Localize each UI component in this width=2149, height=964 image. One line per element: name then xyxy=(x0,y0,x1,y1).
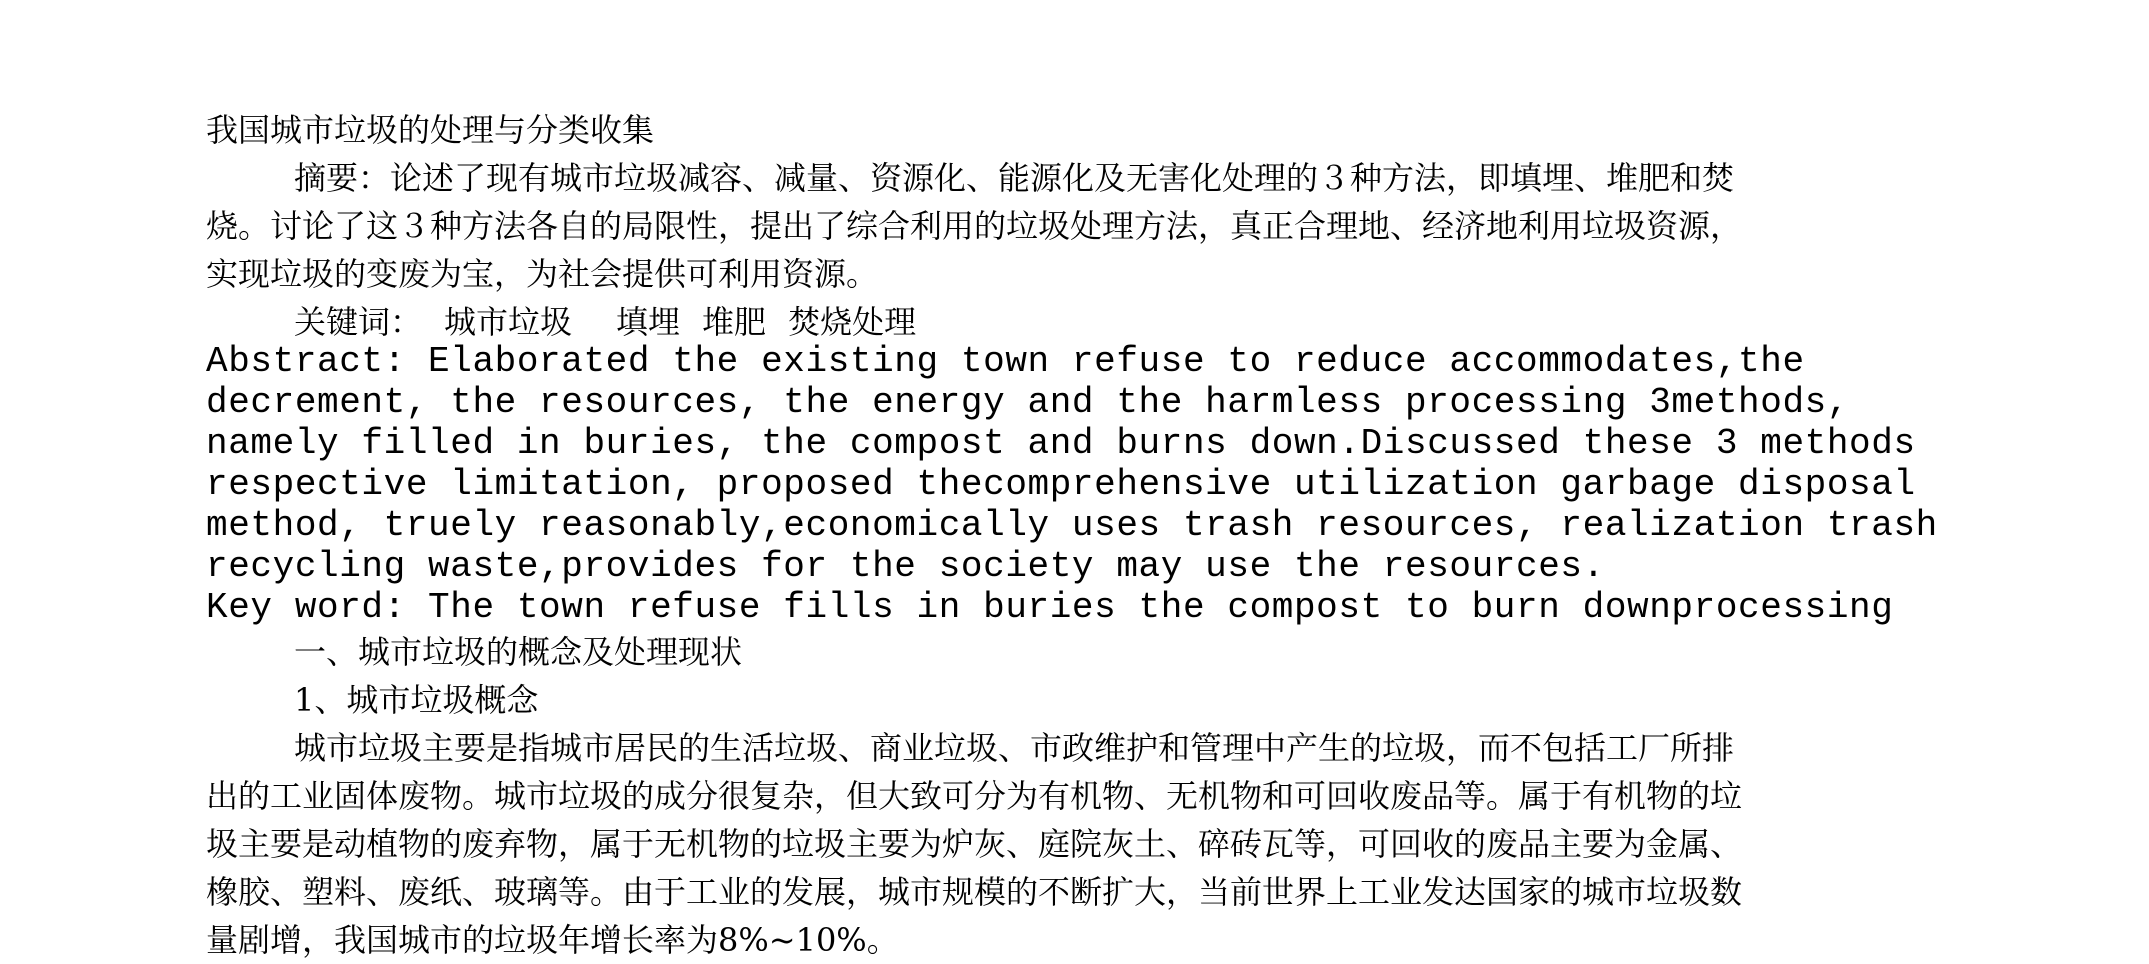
abstract-en-line: respective limitation, proposed thecomprehensive utilization garbage disposal xyxy=(206,464,1916,505)
keywords-cn-label: 关键词： xyxy=(294,303,423,341)
body-paragraph-line: 圾主要是动植物的废弃物，属于无机物的垃圾主要为炉灰、庭院灰土、碎砖瓦等，可回收的废品主要为金属、 xyxy=(206,825,1743,863)
document-title: 我国城市垃圾的处理与分类收集 xyxy=(206,111,655,149)
keyword-item: 堆肥 xyxy=(702,303,767,341)
abstract-en-line: recycling waste,provides for the society may use the resources. xyxy=(206,546,1605,587)
keyword-item: 焚烧处理 xyxy=(788,303,917,341)
abstract-en-line: method, truely reasonably,economically uses trash resources, realization trash xyxy=(206,505,1938,546)
abstract-cn-line: 摘要：论述了现有城市垃圾减容、减量、资源化、能源化及无害化处理的３种方法，即填埋、堆肥和焚 xyxy=(294,159,1735,197)
abstract-cn-line: 烧。讨论了这３种方法各自的局限性，提出了综合利用的垃圾处理方法，真正合理地、经济地利用垃圾资源， xyxy=(206,207,1743,245)
body-paragraph-line: 城市垃圾主要是指城市居民的生活垃圾、商业垃圾、市政维护和管理中产生的垃圾，而不包括工厂所排 xyxy=(294,729,1735,767)
subsection-heading: 1、城市垃圾概念 xyxy=(294,681,539,719)
keyword-item: 填埋 xyxy=(616,303,681,341)
section-heading: 一、城市垃圾的概念及处理现状 xyxy=(294,633,743,671)
body-paragraph-line: 橡胶、塑料、废纸、玻璃等。由于工业的发展，城市规模的不断扩大，当前世界上工业发达国家的城市垃圾数 xyxy=(206,873,1743,911)
abstract-en-line: decrement, the resources, the energy and the harmless processing 3methods, xyxy=(206,382,1850,423)
abstract-en-line: Abstract: Elaborated the existing town refuse to reduce accommodates,the xyxy=(206,341,1805,382)
keyword-item: 城市垃圾 xyxy=(444,303,573,341)
abstract-en-line: namely filled in buries, the compost and burns down.Discussed these 3 methods xyxy=(206,423,1916,464)
body-paragraph-line: 出的工业固体废物。城市垃圾的成分很复杂，但大致可分为有机物、无机物和可回收废品等。属于有机物的垃 xyxy=(206,777,1743,815)
abstract-cn-line: 实现垃圾的变废为宝，为社会提供可利用资源。 xyxy=(206,255,879,293)
body-paragraph-line: 量剧增，我国城市的垃圾年增长率为8%~10%。 xyxy=(206,921,899,959)
keywords-en: Key word: The town refuse fills in buries the compost to burn downprocessing xyxy=(206,587,1894,628)
keywords-cn xyxy=(294,298,916,346)
